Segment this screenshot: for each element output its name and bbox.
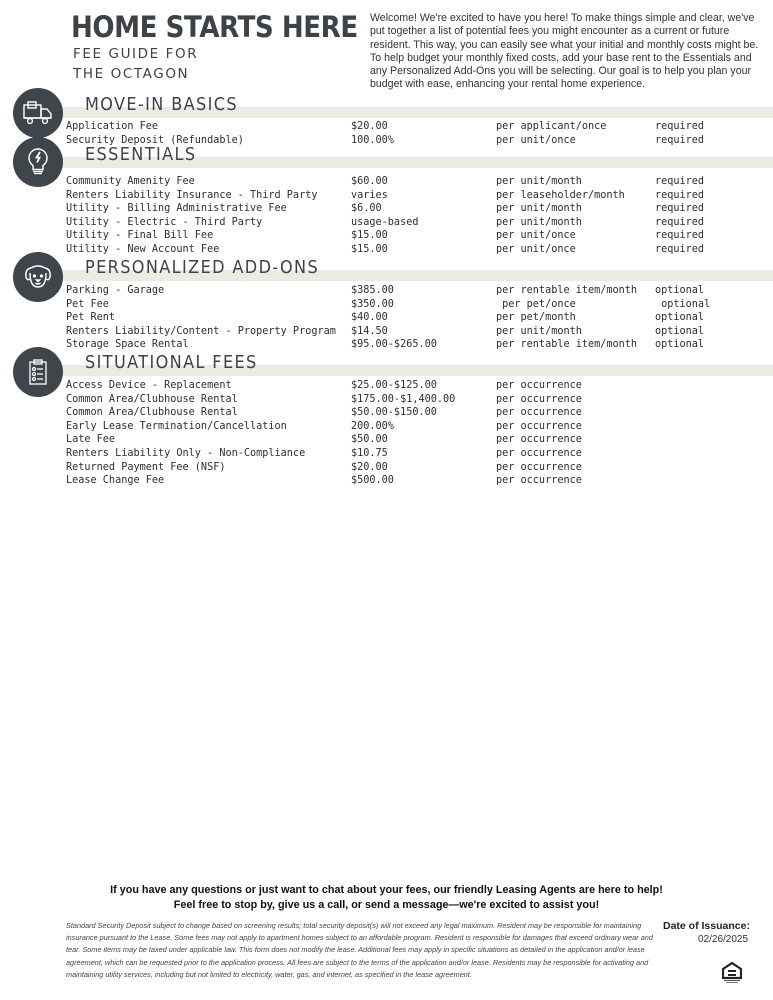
table-row	[66, 176, 773, 190]
fee-name: Common Area/Clubhouse Rental	[66, 407, 238, 419]
personalized-add-ons-table	[66, 285, 773, 353]
fee-name: Utility - Final Bill Fee	[66, 230, 214, 242]
fee-name: Renters Liability Only - Non-Compliance	[66, 447, 306, 459]
fee-name: Renters Liability/Content - Property Program	[66, 325, 336, 337]
section-title-move-in-basics: MOVE-IN BASICS	[85, 95, 239, 115]
fee-requirement: optional	[655, 339, 705, 351]
fee-amount: $95.00-$265.00	[351, 339, 437, 351]
fee-frequency: per occurrence	[496, 447, 582, 459]
fee-requirement: required	[655, 189, 705, 201]
fee-frequency: per occurrence	[496, 380, 582, 391]
table-row	[66, 407, 773, 421]
fee-name: Utility - Electric - Third Party	[66, 216, 263, 228]
fee-frequency: per unit/month	[496, 325, 582, 337]
page-title: HOME STARTS HERE	[71, 10, 358, 44]
fee-frequency: per unit/once	[496, 230, 576, 242]
fee-name: Returned Payment Fee (NSF)	[66, 461, 226, 473]
fee-frequency: per occurrence	[496, 407, 582, 419]
fee-frequency: per occurrence	[496, 434, 582, 446]
fee-name: Utility - Billing Administrative Fee	[66, 203, 287, 215]
fee-frequency: per pet/month	[496, 312, 576, 324]
table-row	[66, 394, 773, 408]
fee-requirement: optional	[655, 285, 705, 296]
fee-amount: $15.00	[351, 243, 388, 255]
table-row	[66, 421, 773, 435]
fee-amount: $10.75	[351, 447, 388, 459]
fee-frequency: per unit/month	[496, 203, 582, 215]
fee-frequency: per occurrence	[496, 393, 582, 405]
fee-name: Parking - Garage	[66, 285, 165, 296]
fee-name: Lease Change Fee	[66, 475, 165, 487]
fee-name: Common Area/Clubhouse Rental	[66, 393, 238, 405]
fee-amount: $60.00	[351, 176, 388, 187]
equal-housing-opportunity-icon	[722, 962, 742, 984]
fee-amount: varies	[351, 189, 388, 201]
contact-message	[0, 883, 773, 913]
moving-truck-icon	[13, 88, 63, 138]
table-row	[66, 475, 773, 489]
contact-line-1: If you have any questions or just want to chat about your fees, our friendly Leasing Agents are here to help!	[110, 884, 663, 896]
fee-requirement: required	[655, 134, 705, 146]
table-row	[66, 217, 773, 231]
fee-amount: 200.00%	[351, 420, 394, 432]
issuance-label: Date of Issuance:	[663, 920, 750, 932]
table-row	[66, 462, 773, 476]
fee-name: Pet Rent	[66, 312, 116, 324]
table-row	[66, 326, 773, 340]
table-row	[66, 299, 773, 313]
fee-name: Early Lease Termination/Cancellation	[66, 420, 287, 432]
fee-amount: $25.00-$125.00	[351, 380, 437, 391]
fee-frequency: per applicant/once	[496, 121, 607, 132]
fee-frequency: per pet/once	[496, 298, 576, 310]
fee-name: Pet Fee	[66, 298, 109, 310]
table-row	[66, 121, 773, 135]
fee-requirement: required	[655, 230, 705, 242]
table-row	[66, 434, 773, 448]
fee-requirement: required	[655, 243, 705, 255]
fee-name: Security Deposit (Refundable)	[66, 134, 244, 146]
section-title-personalized-add-ons: PERSONALIZED ADD-ONS	[85, 258, 320, 278]
fee-amount: $350.00	[351, 298, 394, 310]
fee-amount: $175.00-$1,400.00	[351, 393, 456, 405]
fee-requirement: optional	[655, 298, 711, 310]
fee-amount: $50.00	[351, 434, 388, 446]
fee-frequency: per leaseholder/month	[496, 189, 625, 201]
table-row	[66, 448, 773, 462]
fee-frequency: per unit/month	[496, 176, 582, 187]
section-title-essentials: ESSENTIALS	[85, 145, 197, 165]
fee-frequency: per unit/month	[496, 216, 582, 228]
fee-frequency: per unit/once	[496, 134, 576, 146]
disclaimer-text: Standard Security Deposit subject to change based on screening results; total security deposit(s) will not exceed any legal maximum. Resident may be responsible for maintaining insurance pursuant to the Lease. Some fees may not apply to apartment homes subject to an affordable program. Resident is responsible for damages that exceed ordinary wear and tear. Some items may be taxed under applicable law. This form does not modify the lease. Additional fees may apply in specific situations as detailed in the application and/or lease agreement, which can be requested prior to the application process. All fees are subject to the terms of the application and/or lease. Residents may be responsible for activating and maintaining utility services, including but not limited to electricity, water, gas, and internet, as specified in the lease agreement.	[66, 921, 653, 979]
table-row	[66, 190, 773, 204]
table-row	[66, 244, 773, 258]
dog-icon	[13, 252, 63, 302]
intro-paragraph: Welcome! We're excited to have you here! To make things simple and clear, we've put together a list of potential fees you might encounter as a current or future resident. This way, you can easily see what your initial and monthly costs might be. To help budget your monthly fixed costs, add your base rent to the Essentials and any Personalized Add-Ons you will be selecting. Our goal is to help you plan your budget with ease, enhancing your rental home experience.	[370, 12, 759, 91]
fee-amount: 100.00%	[351, 134, 394, 146]
fee-amount: $385.00	[351, 285, 394, 296]
fee-name: Late Fee	[66, 434, 116, 446]
fee-frequency: per rentable item/month	[496, 339, 638, 351]
subtitle-line-2: THE OCTAGON	[73, 66, 190, 82]
table-row	[66, 380, 773, 394]
fee-frequency: per occurrence	[496, 475, 582, 487]
fee-amount: usage-based	[351, 216, 419, 228]
fee-amount: $6.00	[351, 203, 382, 215]
fee-requirement: optional	[655, 325, 705, 337]
fee-requirement: required	[655, 121, 705, 132]
fee-name: Utility - New Account Fee	[66, 243, 220, 255]
fee-frequency: per occurrence	[496, 461, 582, 473]
issuance-date: 02/26/2025	[698, 934, 749, 945]
essentials-table	[66, 176, 773, 258]
table-row	[66, 339, 773, 353]
fee-amount: $14.50	[351, 325, 388, 337]
fee-amount: $50.00-$150.00	[351, 407, 437, 419]
fee-amount: $20.00	[351, 461, 388, 473]
lightbulb-icon	[13, 137, 63, 187]
fee-requirement: required	[655, 203, 705, 215]
fee-requirement: required	[655, 216, 705, 228]
table-row	[66, 203, 773, 217]
fee-name: Access Device - Replacement	[66, 380, 232, 391]
fee-name: Storage Space Rental	[66, 339, 189, 351]
section-title-situational-fees: SITUATIONAL FEES	[85, 353, 258, 373]
fee-requirement: optional	[655, 312, 705, 324]
fee-frequency: per rentable item/month	[496, 285, 638, 296]
subtitle-line-1: FEE GUIDE FOR	[73, 46, 199, 62]
table-row	[66, 230, 773, 244]
clipboard-checklist-icon	[13, 347, 63, 397]
table-row	[66, 312, 773, 326]
fee-name: Application Fee	[66, 121, 159, 132]
table-row	[66, 285, 773, 299]
situational-fees-table	[66, 380, 773, 489]
contact-line-2: Feel free to stop by, give us a call, or send a message—we're excited to assist you!	[173, 899, 600, 911]
fee-frequency: per occurrence	[496, 420, 582, 432]
fee-amount: $40.00	[351, 312, 388, 324]
fee-amount: $15.00	[351, 230, 388, 242]
fee-frequency: per unit/once	[496, 243, 576, 255]
fee-amount: $500.00	[351, 475, 394, 487]
fee-name: Community Amenity Fee	[66, 176, 195, 187]
fee-amount: $20.00	[351, 121, 388, 132]
fee-requirement: required	[655, 176, 705, 187]
fee-name: Renters Liability Insurance - Third Party	[66, 189, 318, 201]
